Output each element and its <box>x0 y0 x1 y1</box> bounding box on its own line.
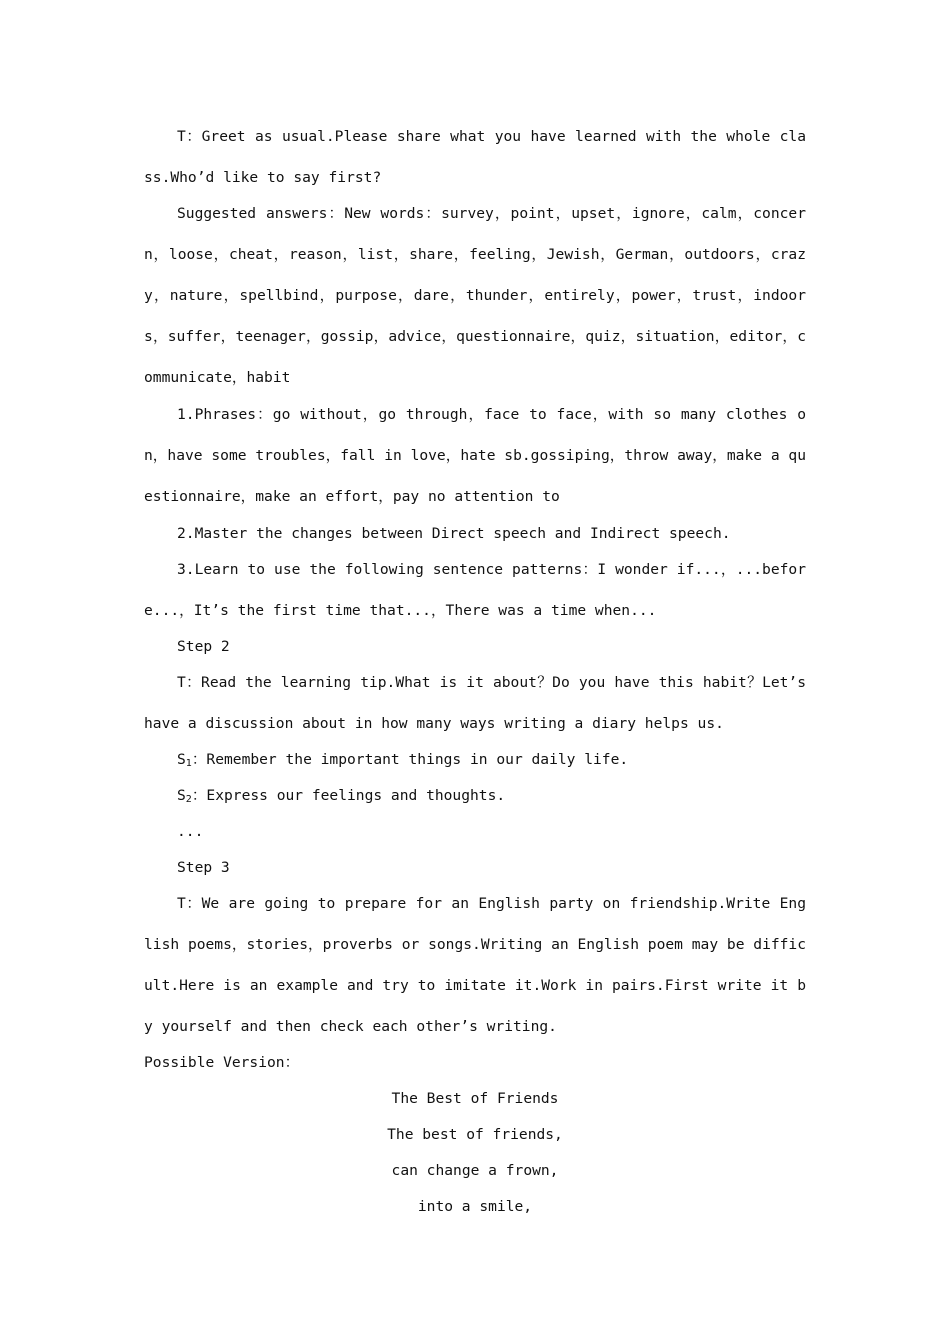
paragraph-direct-indirect-speech: 2.Master the changes between Direct speech and Indirect speech. <box>177 525 731 542</box>
poem-line: into a smile, <box>417 1198 533 1215</box>
poem-line: can change a frown, <box>391 1162 559 1179</box>
paragraph-teacher-greeting: T：Greet as usual.Please share what you have learned with the whole class.Who’d like to say first? <box>144 128 806 186</box>
poem-line: The best of friends, <box>387 1126 563 1143</box>
paragraph-suggested-answers: Suggested answers：New words：survey，point，upset，ignore，calm，concern，loose，cheat，reason，list，share，feeling，Jewish，German，outdoors，crazy，nature，spellbind，purpose，dare，thunder，entirely，power，trust，indoors，suffer，teenager，gossip，advice，questionnaire，quiz，situation，editor，communicate，habit <box>144 205 806 386</box>
student-answer: ：Remember the important things in our daily life. <box>191 751 629 768</box>
student-label: S <box>177 787 186 804</box>
paragraph-sentence-patterns: 3.Learn to use the following sentence patterns：I wonder if...，...before...，It’s the first time that...，There was a time when... <box>144 561 806 619</box>
student-number: 2 <box>185 794 192 805</box>
label-possible-version: Possible Version： <box>144 1054 300 1071</box>
paragraph-student-2 <box>144 786 806 810</box>
poem-title: The Best of Friends <box>391 1090 559 1107</box>
student-answer: ：Express our feelings and thoughts. <box>191 787 506 804</box>
paragraph-english-party: T：We are going to prepare for an English party on friendship.Write English poems，stories，proverbs or songs.Writing an English poem may be difficult.Here is an example and try to imitate it.Work in pairs.First write it by yourself and then check each other’s writing. <box>144 895 806 1035</box>
paragraph-phrases: 1.Phrases：go without，go through，face to face，with so many clothes on，have some troubles，fall in love，hate sb.gossiping，throw away，make a questionnaire，make an effort，pay no attention to <box>144 406 806 505</box>
heading-step-2: Step 2 <box>177 638 230 655</box>
student-number: 1 <box>185 758 192 769</box>
student-label: S <box>177 751 186 768</box>
heading-step-3: Step 3 <box>177 859 230 876</box>
paragraph-ellipsis: ... <box>177 823 204 840</box>
paragraph-student-1 <box>144 750 806 774</box>
paragraph-learning-tip: T：Read the learning tip.What is it about？Do you have this habit？Let’s have a discussion about in how many ways writing a diary helps us. <box>144 674 806 732</box>
